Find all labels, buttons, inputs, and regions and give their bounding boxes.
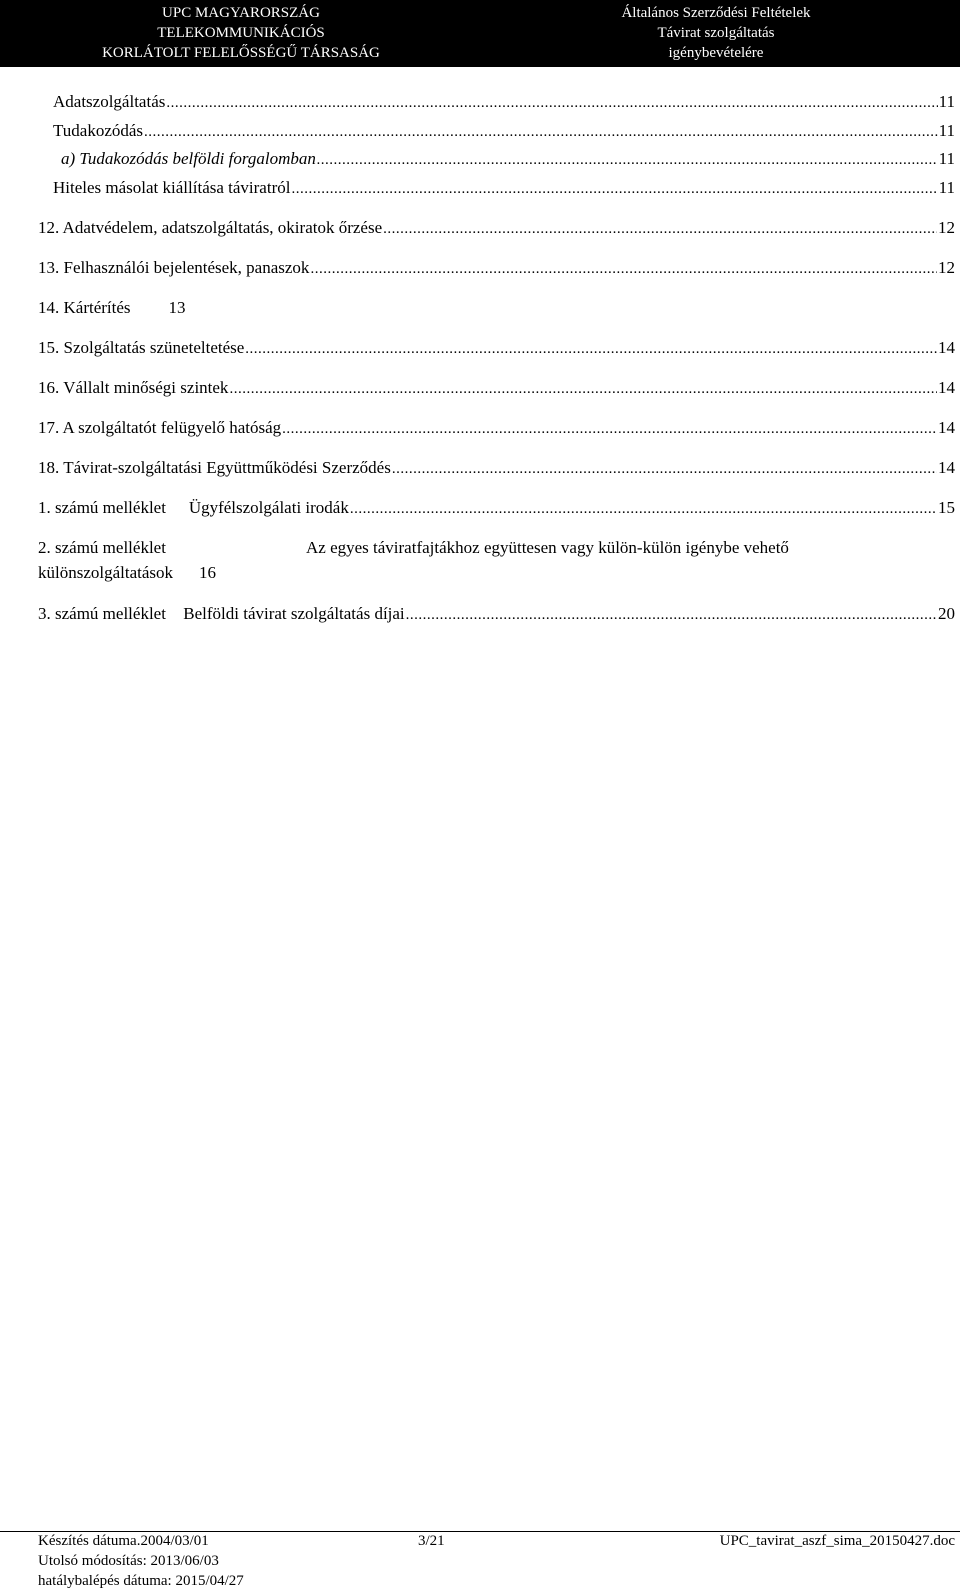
toc-entry-continuation-text: különszolgáltatások	[38, 563, 174, 582]
toc-entry[interactable]	[38, 257, 955, 280]
toc-entry-title: a) Tudakozódás belföldi forgalomban	[61, 149, 316, 168]
toc-entry[interactable]	[38, 297, 186, 319]
toc-entry[interactable]	[38, 417, 955, 440]
toc-entry-title: 16. Vállalt minőségi szintek	[38, 378, 229, 397]
toc-entry-page: 11	[938, 149, 955, 168]
toc-leader	[350, 498, 937, 520]
toc-entry[interactable]	[53, 177, 955, 200]
toc-leader	[245, 338, 937, 360]
toc-entry-title: 3. számú melléklet	[38, 604, 166, 623]
toc-entry-page: 14	[938, 458, 955, 477]
toc-entry-title: 17. A szolgáltatót felügyelő hatóság	[38, 418, 282, 437]
file-name: UPC_tavirat_aszf_sima_20150427.doc	[719, 1533, 955, 1549]
toc-entry-page: 16	[199, 563, 217, 582]
toc-leader	[383, 218, 937, 240]
toc-entry[interactable]	[53, 91, 955, 114]
toc-leader	[166, 92, 937, 114]
page-number: 3/21	[418, 1533, 445, 1549]
toc-entry[interactable]	[38, 377, 955, 400]
toc-entry[interactable]	[53, 120, 955, 143]
toc-entry[interactable]	[38, 497, 955, 520]
toc-entry-page: 14	[938, 338, 955, 357]
toc-entry-title: 18. Távirat-szolgáltatási Együttműködési Szerződés	[38, 458, 391, 477]
toc-entry-page: 14	[938, 418, 955, 437]
toc-leader	[291, 178, 937, 200]
creation-date: Készítés dátuma.2004/03/01	[38, 1533, 209, 1549]
toc-leader	[229, 378, 937, 400]
toc-entry-title: Tudakozódás	[53, 121, 144, 140]
company-name-line-3: KORLÁTOLT FELELŐSSÉGŰ TÁRSASÁG	[102, 45, 380, 61]
toc-entry-page: 15	[938, 498, 955, 517]
toc-entry[interactable]	[38, 337, 955, 360]
toc-entry-page: 11	[938, 92, 955, 111]
toc-entry-title: Hiteles másolat kiállítása táviratról	[53, 178, 291, 197]
company-name-line-2: TELEKOMMUNIKÁCIÓS	[157, 25, 325, 41]
toc-leader	[310, 258, 937, 280]
effective-date: hatálybalépés dátuma: 2015/04/27	[38, 1573, 244, 1589]
toc-leader	[392, 458, 937, 480]
toc-entry-page: 20	[938, 604, 955, 623]
toc-leader	[144, 121, 938, 143]
company-name-block	[90, 3, 392, 63]
toc-entry-subtitle: Belföldi távirat szolgáltatás díjai	[183, 604, 405, 623]
toc-entry-title: 12. Adatvédelem, adatszolgáltatás, okiratok őrzése	[38, 218, 383, 237]
toc-entry-page: 12	[938, 258, 955, 277]
toc-entry-page: 14	[938, 378, 955, 397]
toc-entry-subtitle: Ügyfélszolgálati irodák	[188, 498, 349, 517]
document-title-line-2: Távirat szolgáltatás	[657, 25, 775, 41]
toc-entry-page: 11	[938, 121, 955, 140]
document-title-line-3: igénybevételére	[668, 45, 764, 61]
toc-entry[interactable]	[38, 603, 955, 626]
toc-entry-subtitle: Az egyes táviratfajtákhoz együttesen vagy külön-külön igénybe vehető	[306, 538, 789, 557]
toc-entry-page: 13	[168, 298, 186, 317]
toc-entry-title: Adatszolgáltatás	[53, 92, 166, 111]
toc-entry-title: 14. Kártérítés	[38, 298, 131, 317]
toc-leader	[282, 418, 937, 440]
document-header	[0, 0, 960, 66]
toc-entry-title: 13. Felhasználói bejelentések, panaszok	[38, 258, 310, 277]
company-name-line-1: UPC MAGYARORSZÁG	[162, 5, 320, 21]
toc-entry[interactable]	[38, 217, 955, 240]
toc-entry-page: 12	[938, 218, 955, 237]
toc-entry-title[interactable]: 2. számú melléklet	[38, 538, 166, 557]
modification-date: Utolsó módosítás: 2013/06/03	[38, 1553, 219, 1569]
toc-leader	[406, 604, 937, 626]
document-title-block	[597, 3, 835, 63]
toc-entry-title: 1. számú melléklet	[38, 498, 166, 517]
toc-entry-continuation	[38, 562, 216, 584]
toc-leader	[317, 149, 938, 171]
toc-entry-title: 15. Szolgáltatás szüneteltetése	[38, 338, 245, 357]
toc-entry[interactable]	[38, 457, 955, 480]
document-title-line-1: Általános Szerződési Feltételek	[621, 5, 811, 21]
toc-entry[interactable]	[61, 148, 955, 171]
header-divider	[0, 66, 960, 67]
toc-entry-page: 11	[938, 178, 955, 197]
